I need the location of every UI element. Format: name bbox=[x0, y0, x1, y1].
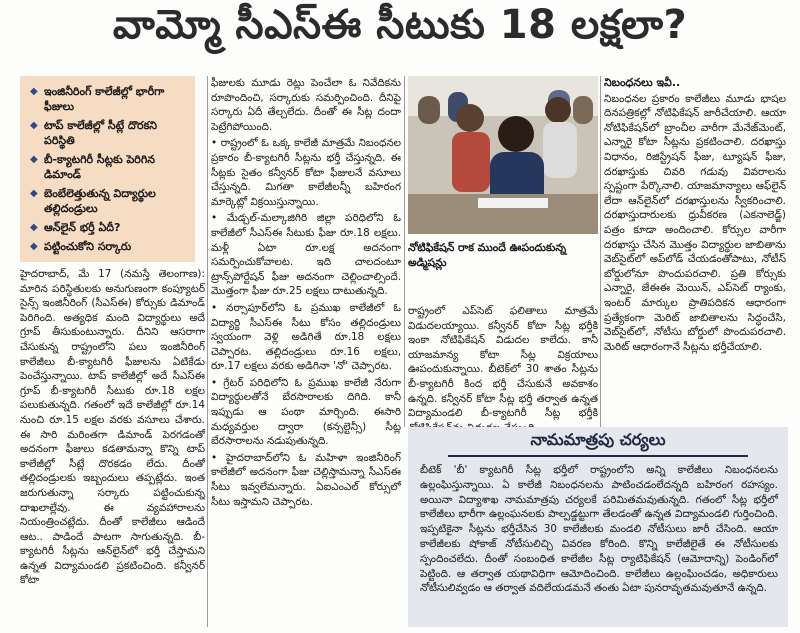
article-paragraph: • గ్రేటర్ పరిధిలోని ఓ ప్రముఖ కాలేజీ నేరుగా విద్యార్థులతోనే బేరసారాలకు దిగిది. కానీ ఇప్పుడు ఆ పంథా మార్చింది. ఈసారి మధ్యవర్తుల ద్వారా (కన్సల్టెన్సీ) సీట్ల బేరసారాలను నడుపుతున్నది. bbox=[211, 376, 401, 448]
photo-caption: నోటిఫికేషన్ రాక ముందే ఊపందుకున్న అడ్మిషన్లు bbox=[408, 241, 567, 269]
article-paragraph: హైదరాబాద్, మే 17 (నమస్తే తెలంగాణ): మారిన పరిస్థితులకు అనుగుణంగా కంప్యూటర్ సైన్స్ ఇంజినీరింగ్ (సీఎస్ఈ) కోర్సుకు డిమాండ్ పెరిగింది. అత్యధిక మంది విద్యార్థులు అదే గ్రూప్ తీసుకుంటున్నారు. దీనిని ఆసరాగా చేసుకున్న రాష్ట్రంలోని పలు ఇంజినీరింగ్ కాలేజీలు బీ-క్యాటగిరీ ఫీజులను ఏటికేడు పెంచేస్తున్నాయి. టాప్ కాలేజీల్లో అదే సీఎస్ఈ గ్రూప్ బీ-క్యాటగిరీ సీటుకు రూ.18 లక్షల పలుకుతున్నది. గతంలో ఇదే కాలేజీల్లో రూ.14 నుంచి రూ.15 లక్షల వరకు వసూలు చేశారు. ఈ సారి మరింతగా డిమాండ్ పెరగడంతో అదనంగా ఫీజులు కడతామన్నా కొన్ని టాప్ కాలేజీల్లో సీట్లే దొరకడం లేదు. దీంతో తల్లిదండ్రులకు ఇబ్బందులు తప్పట్లేదు. ఇంత జరుగుతున్నా సర్కారు పట్టించుకున్న దాఖలాల్లేవు. ఈ వ్యవహారాలను నియంత్రించట్లేదు. దీంతో కాలేజీలు ఆడిందే ఆట.. పాడిందే పాటగా సాగుతున్నది. బీ-క్యాటగిరీ సీట్లను ఆన్‌లైన్‌లో భర్తీ చేస్తామని ఉన్నత విద్యామండలి ప్రకటించింది. కన్వీనర్ కోటా bbox=[20, 268, 205, 587]
diamond-bullet-icon: ◆ bbox=[30, 222, 38, 233]
article-paragraph: రాష్ట్రంలో ఎప్‌సెట్ ఫలితాలు మాత్రమే విడుదలయ్యాయి. కన్వీనర్ కోటా సీట్ల భర్తీకి ఇంకా నోటిఫికేషన్ విడుదల కాలేదు. కానీ యాజమాన్య కోటా సీట్ల విక్రయాలు ఊపందుకున్నాయి. బీటెక్‌లో 30 శాతం సీట్లను బీ-క్యాటగిరీ కింద భర్తీ చేసుకునే అవకాశం ఉన్నది. కన్వీనర్ కోటా సీట్ల భర్తీ తర్వాత ఉన్నత విద్యామండలి బీ-క్యాటగిరీ సీట్ల భర్తీకి bbox=[408, 305, 598, 420]
column-divider bbox=[600, 76, 601, 427]
article-column-1 bbox=[20, 267, 205, 627]
article-paragraph: • నర్సాపూర్‌లోని ఓ ప్రముఖ కాలేజీలో ఓ విద్యార్థి సీఎస్ఈ సీటు కోసం తల్లిదండ్రులు స్వయంగా వెళ్లి అడిగితే రూ.18 లక్షలు చెప్పారట. తల్లిదండ్రులు రూ.16 లక్షలు, రూ.17 లక్షలు వరకు అడిగినా 'నో' చెప్పారట. bbox=[211, 301, 401, 373]
column-divider bbox=[404, 76, 405, 427]
box-text: బీటెక్ 'బీ' క్యాటగిరీ సీట్ల భర్తీలో రాష్ట్రంలోని అన్ని కాలేజీలు నిబంధనలను ఉల్లంఘిస్తున్నాయి. ఏ కాలేజీ నిబంధనలను పాటించడంలేదన్నది బహిరంగ రహస్యం. అయినా విద్యాశాఖ నామమాత్రపు చర్యలకే పరిమితమవుతున్నది. గతంలో సీట్ల భర్తీలో కాలేజీలు భారీగా ఉల్లంఘనలకు పాల్పడ్డట్టుగా తేలడంతో ఉన్నత విద్యామండలి గుర్తించింది. ఇప్పటికైనా సీట్లను భర్తీచేసిన 30 కాలేజీలకు మండలి నోటీసులు జారీ చేసింది. ఆయా కాలేజీలకు షోకాజ్ నోటీసులిచ్చి వివరణ కోరింది. కొన్ని కాలేజీలైతే ఈ నోటీసులకు స్పందించలేదు. దీంతో సంబంధిత కాలేజీల సీట్ల ర్యాటిఫికేషన్ (ఆమోదాన్ని) పెండింగ్‌లో పెట్టింది. ఆ తర్వాత యథావిధిగా ఆమోదించింది. కాలేజీలు ఉల్లంఘించడం, అధికారులు నోటీసులివ్వడం ఆ తర్వాత వదిలేయడమనే తంతు ఏటా పునరావృతమవుతూనే ఉన్నది. bbox=[420, 464, 778, 595]
article-paragraph: • మేడ్చల్-మల్కాజిగిరి జిల్లా పరిధిలోని ఓ కాలేజీలో సీఎస్ఈ సీటుకు ఫీజు రూ.18 లక్షలు. మళ్లీ ఏటా రూ.లక్ష అదనంగా సమర్పించుకోవాలట. ఇది చాలదంటూ ట్రాన్స్‌పోర్టేషన్ ఫీజు అదనంగా చెల్లించాల్సిందే. మొత్తంగా ఫీజు రూ.25 లక్షలు దాటుతున్నది. bbox=[211, 212, 401, 298]
diamond-bullet-icon: ◆ bbox=[30, 241, 38, 252]
rules-column bbox=[604, 76, 786, 421]
highlights-box bbox=[20, 76, 195, 262]
article-column-3 bbox=[408, 304, 598, 434]
nominal-actions-box bbox=[408, 427, 788, 627]
highlight-item: ◆ బెంబేలెత్తుతున్న విద్యార్థుల తల్లిదండ్రులు bbox=[30, 187, 156, 215]
diamond-bullet-icon: ◆ bbox=[30, 188, 38, 199]
rules-heading: నిబంధనలు ఇవీ.. bbox=[604, 76, 681, 89]
article-paragraph: • హైదరాబాద్‌లోని ఓ మహిళా ఇంజినీరింగ్ కాలేజీలో అదనంగా ఫీజు చెల్లిస్తామన్నా సీఎస్ఈ సీటు ఇవ్వలేమన్నారు. ఏఐఎంఎల్ కోర్సులో సీటు ఇస్తామని చెప్పారట. bbox=[211, 451, 401, 508]
article-paragraph: ఫీజులకు మూడు రెట్లు పెంచేలా ఓ నివేదికను రూపొందించి, సర్కారుకు సమర్పించింది. దీనిపై సర్కారు ఏదీ తేల్చలేదు. దీంతో ఈ సీట్ల దందా పెట్రేగిపోయింది. bbox=[211, 77, 401, 133]
diamond-bullet-icon: ◆ bbox=[30, 86, 38, 97]
highlight-item: ◆ పట్టించుకోని సర్కారు bbox=[30, 240, 132, 253]
box-title: నామమాత్రపు చర్యలు bbox=[530, 429, 666, 449]
photo-illustration bbox=[408, 76, 598, 234]
diamond-bullet-icon: ◆ bbox=[30, 120, 38, 131]
highlights-list bbox=[20, 76, 195, 262]
highlight-item: ◆ బీ-క్యాటగిరీ సీట్లకు పెరిగిన డిమాండ్ bbox=[30, 153, 155, 181]
article-paragraph: • రాష్ట్రంలో ఓ ఒక్క కాలేజీ మాత్రమే నిబంధనల ప్రకారం బీ-క్యాటగిరీ సీట్లను భర్తీ చేస్తున్నది. ఈ సీట్లకు సైతం కన్వీనర్ కోటా ఫీజులనే వసూలు చేస్తున్నది. మిగతా కాలేజీలన్నీ బహిరంగ మార్కెట్లో విక్రయిస్తున్నాయి. bbox=[211, 137, 401, 208]
box-title-underline bbox=[448, 455, 748, 457]
article-paragraph: నిబంధనల ప్రకారం కాలేజీలు మూడు భాషల దినపత్రికల్లో నోటిఫికేషన్ జారీచేయాలి. ఆయా నోటిఫికేషన్‌లో బ్రాంచీల వారీగా మేనేజ్‌మెంట్, ఎన్నారై కోటా సీట్లను ప్రకటించాలి. దరఖాస్తు విధానం, రిజిస్ట్రేషన్ ఫీజు, ట్యూషన్ ఫీజు, దరఖాస్తుకు చివరి గడువు వివరాలను స్పష్టంగా పేర్కొనాలి. యాజమాన్యాలు ఆఫ్‌లైన్ లేదా ఆన్‌లైన్‌లో దరఖాస్తులను స్వీకరించాలి. దరఖాస్తుదారులకు ధ్రువీకరణ (ఎకనాలెడ్జ్) పత్రం కూడా అందించాలి. కోర్సుల వారీగా దరఖాస్తు చేసిన మొత్తం విద్యార్థుల జాబితాను వెబ్‌సైట్‌లో అప్‌లోడ్ చేయడంతోపాటు, నోటీస్ బోర్డులోనూ పొందుపరచాలి. ప్రతి కోర్సుకు ఎన్నారై, జేఈఈ మెయిన్, ఎప్‌సెట్ ర్యాంకు, ఇంటర్ మార్కుల ప్రాతిపదికన ఆధారంగా ప్రత్యేకంగా మెరిట్ జాబితాలను సిద్ధంచేసి, వెబ్‌సైట్‌లో, నోటీసు బోర్డులో పొందుపరచాలి. మెరిట్ ఆధారంగానే సీట్లను భర్తీచేయాలి. bbox=[604, 92, 786, 353]
article-column-2 bbox=[211, 76, 401, 627]
highlight-item: ◆ ఇంజినీరింగ్ కాలేజీల్లో భారీగా ఫీజులు bbox=[30, 85, 165, 113]
highlight-item: ◆ ఆన్‌లైన్ భర్తీ ఏదీ? bbox=[30, 221, 121, 234]
highlight-item: ◆ టాప్ కాలేజీల్లో సీట్లే దొరకని పరిస్థితి bbox=[30, 119, 158, 147]
students-exam-photo bbox=[408, 76, 598, 234]
column-divider bbox=[207, 76, 208, 627]
diamond-bullet-icon: ◆ bbox=[30, 154, 38, 165]
headline: వామ్మో సీఎస్ఈ సీటుకు 18 లక్షలా? bbox=[112, 2, 688, 48]
